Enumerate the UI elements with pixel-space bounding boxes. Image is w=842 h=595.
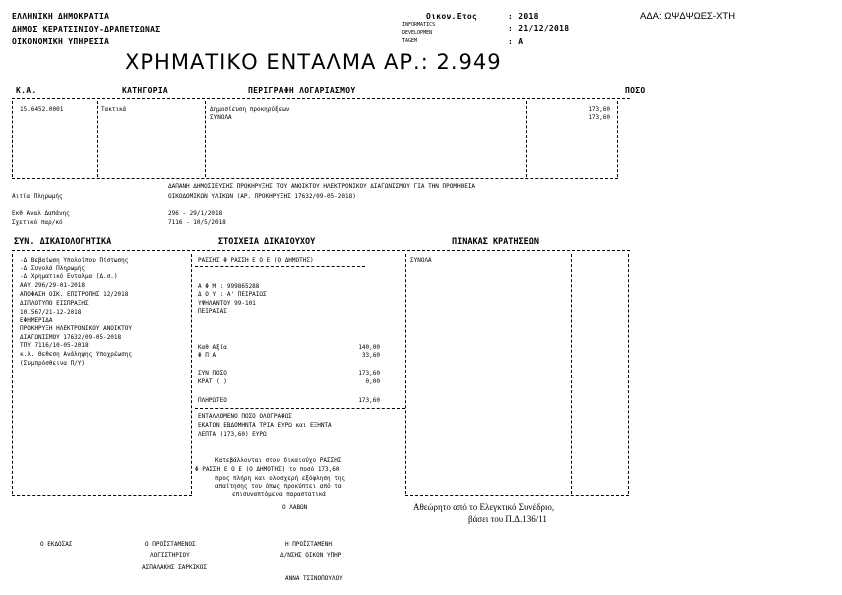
payment-statement-5: επισυναπτόμενα παραστατικά	[232, 491, 326, 498]
amount-in-words-line-2: ΛΕΠΤΑ (173,60) ΕΥΡΩ	[198, 431, 267, 438]
table-col-divider-2	[205, 101, 206, 177]
beneficiary-name: ΡΑΣΣΗΣ Φ ΡΑΣΣΗ Ε Ο Ε (Ο ΔΗΜΟΤΗΣ)	[198, 257, 314, 264]
beneficiary-address: ΥΨΗΛΑΝΤΟΥ 99-101	[198, 300, 256, 307]
deductions-value: 0,00	[365, 378, 380, 385]
doc-item: -Δ Βεβαίωση Υπολοίπου Πίστωσης	[20, 257, 129, 264]
docs-bottom-divider	[12, 495, 192, 496]
account-amount-total: 173,60	[588, 114, 610, 121]
beneficiary-city: ΠΕΙΡΑΙΑΣ	[198, 308, 227, 315]
account-description: Δημοσίευση προκηρύξεων	[210, 106, 290, 113]
beneficiary-amounts-divider	[195, 408, 405, 409]
payment-statement-1: Κατεβάλλονται στον δικαιούχο ΡΑΣΣΗΣ	[215, 457, 342, 464]
deductions-col-divider	[571, 254, 572, 494]
net-value: 140,00	[358, 344, 380, 351]
doc-item: 10.567/21-12-2018	[20, 309, 82, 316]
payment-statement-2: Φ ΡΑΣΣΗ Ε Ο Ε (Ο ΔΗΜΟΤΗΣ) το ποσό 173,60	[195, 466, 340, 473]
doc-item: ΔΙΠΛΟΤΥΠΟ ΕΙΣΠΡΑΞΗΣ	[20, 300, 89, 307]
doc-item: (Συμπρόσθεινα Π/Υ)	[20, 360, 86, 367]
fiscal-year-value: : 2018	[508, 12, 539, 21]
signature-head2-dept: Δ/ΝΣΗΣ ΟΙΚΟΝ ΥΠΗΡ	[280, 552, 342, 559]
table-border-right	[617, 101, 618, 177]
deductions-totals-label: ΣΥΝΟΛΑ	[410, 257, 432, 264]
deductions-header: ΠΙΝΑΚΑΣ ΚΡΑΤΗΣΕΩΝ	[452, 237, 539, 247]
table-col-divider-1	[97, 101, 98, 177]
org-line-2: ΔΗΜΟΣ ΚΕΡΑΤΣΙΝΙΟΥ-ΔΡΑΠΕΤΣΩΝΑΣ	[12, 25, 161, 34]
amount-in-words-line-1: ΕΚΑΤΟΝ ΕΒΔΟΜΗΝΤΑ ΤΡΙΑ ΕΥΡΩ και ΕΞΗΝΤΑ	[198, 422, 332, 429]
account-category: Τακτικά	[101, 106, 127, 113]
deductions-label: ΚΡΑΤ ( )	[198, 378, 227, 385]
signature-head2-name: ΑΝΝΑ ΤΣΙΝΟΠΟΥΛΟΥ	[285, 575, 343, 582]
overlay-tagem: TAGEM	[402, 38, 418, 44]
deductions-border-right	[628, 254, 629, 494]
audit-note-line-1: Αθεώρητο από το Ελεγκτικό Συνέδριο,	[413, 502, 555, 512]
expense-approval-label: Εκθ Αναλ Δαπάνης	[12, 210, 70, 217]
receiver-label: Ο ΛΑΒΩΝ	[282, 504, 308, 511]
org-line-1: ΕΛΛΗΝΙΚΗ ΔΗΜΟΚΡΑΤΙΑ	[12, 12, 110, 21]
table-top-divider	[12, 98, 630, 99]
docs-border-right	[191, 254, 192, 494]
docs-border-left	[12, 254, 13, 494]
overlay-development: DEVELOPMEN	[402, 30, 433, 36]
supporting-docs-header: ΣΥΝ. ΔΙΚΑΙΟΛΟΓΗΤΙΚΑ	[14, 237, 112, 247]
table-border-left	[12, 101, 13, 177]
payment-statement-4: απαίτησης του όπως προκύπτει από τα	[215, 483, 342, 490]
account-code: 15.6452.0001	[20, 106, 64, 113]
ada-code: ΑΔΑ: ΩΨΔΨΩΕΣ-ΧΤΗ	[640, 11, 736, 22]
signature-head2-title: Η ΠΡΟΪΣΤΑΜΕΝΗ	[285, 541, 332, 548]
fiscal-year-label: Οικον.Ετος	[426, 12, 478, 21]
beneficiary-header: ΣΤΟΙΧΕΙΑ ΔΙΚΑΙΟΥΧΟΥ	[218, 237, 316, 247]
payment-reason-line-2: ΟΙΚΟΔΟΜΙΚΩΝ ΥΛΙΚΩΝ (ΑΡ. ΠΡΟΚΗΡΥΞΗΣ 17632/09-05-2018)	[168, 193, 356, 200]
doc-item: ΔΙΑΓΩΝΙΣΜΟΥ 17632/09-05-2018	[20, 334, 122, 341]
beneficiary-afm: Α Φ Μ : 999865288	[198, 283, 260, 290]
org-line-3: ΟΙΚΟΝΟΜΙΚΗ ΥΠΗΡΕΣΙΑ	[12, 37, 110, 46]
beneficiary-doy: Δ Ο Υ : Α' ΠΕΙΡΑΙΩΣ	[198, 291, 267, 298]
payable-label: ΠΛΗΡΩΤΕΟ	[198, 397, 227, 404]
beneficiary-border-right	[405, 254, 406, 494]
vat-value: 33,60	[361, 352, 380, 359]
deductions-bottom-divider	[405, 495, 629, 496]
payable-value: 173,60	[358, 397, 380, 404]
overlay-informatics: INFORMATICS	[402, 22, 436, 28]
signature-issuer: Ο ΕΚΔΟΣΑΣ	[40, 541, 73, 548]
vat-label: Φ Π Α	[198, 352, 217, 359]
account-amount: 173,60	[588, 106, 610, 113]
expense-approval-value: 296 - 29/1/2018	[168, 210, 223, 217]
payment-statement-3: προς πλήρη και ολοσχερή εξόφληση της	[215, 475, 346, 482]
doc-item: ΑΠΟΦΑΣΗ ΟΙΚ. ΕΠΙΤΡΟΠΗΣ 12/2018	[20, 291, 129, 298]
doc-item: ΠΡΟΚΗΡΥΞΗ ΗΛΕΚΤΡΟΝΙΚΟΥ ΑΝΟΙΚΤΟΥ	[20, 325, 132, 332]
doc-item: -Δ Συνολά Πληρωμής	[20, 265, 86, 272]
account-totals-label: ΣΥΝΟΛΑ	[210, 114, 232, 121]
doc-item: ΑΑΥ 296/29-01-2018	[20, 282, 86, 289]
amount-in-words-label: ΕΝΤΑΛΛΟΜΕΝΟ ΠΟΣΟ ΟΛΟΓΡΑΦΩΣ	[198, 413, 292, 420]
payment-reason-label: Αιτία Πληρωμής	[12, 193, 63, 200]
doc-item: κ.λ. Θεθεση Ανάληψης Υποχρέωσης	[20, 351, 132, 358]
total-label: ΣΥΝ ΠΟΣΟ	[198, 370, 227, 377]
net-value-label: Καθ Αξία	[198, 344, 227, 351]
table-col-divider-3	[526, 101, 527, 177]
document-title: ΧΡΗΜΑΤΙΚΟ ΕΝΤΑΛΜΑ ΑΡ.: 2.949	[125, 50, 502, 74]
payment-reason-line-1: ΔΑΠΑΝΗ ΔΗΜΟΣΙΕΥΣΗΣ ΠΡΟΚΗΡΥΞΗΣ ΤΟΥ ΑΝΟΙΚΤΟΥ ΗΛΕΚΤΡΟΝΙΚΟΥ ΔΙΑΓΩΝΙΣΜΟΥ ΓΙΑ ΤΗΝ ΠΡΟΜΗΘΕΙΑ	[168, 183, 476, 190]
beneficiary-name-underline	[195, 266, 365, 267]
signature-head1-dept: ΛΟΓΙΣΤΗΡΙΟΥ	[150, 552, 190, 559]
signature-head1-title: Ο ΠΡΟΪΣΤΑΜΕΝΟΣ	[145, 541, 196, 548]
col-category-header: ΚΑΤΗΓΟΡΙΑ	[122, 86, 169, 95]
total-value: 173,60	[358, 370, 380, 377]
doc-item: ΤΠΥ 7116/10-05-2018	[20, 342, 89, 349]
related-doc-value: 7116 - 10/5/2018	[168, 219, 226, 226]
col-description-header: ΠΕΡΙΓΡΑΦΗ ΛΟΓΑΡΙΑΣΜΟΥ	[248, 86, 356, 95]
col-ka-header: Κ.Α.	[16, 86, 37, 95]
issue-date-value: : 21/12/2018	[508, 24, 570, 33]
col-amount-header: ΠΟΣΟ	[625, 86, 646, 95]
doc-item: ΕΦΗΜΕΡΙΔΑ	[20, 317, 53, 324]
audit-note-line-2: βάσει του Π.Δ.136/11	[468, 514, 547, 524]
doc-item: -Δ Χρηματικό Ενταλμα (Δ.σ.)	[20, 273, 118, 280]
signature-head1-name: ΑΣΠΑΛΑΚΗΣ ΣΑΡΚΙΚΟΣ	[142, 564, 208, 571]
table-bottom-divider	[12, 178, 618, 179]
series-value: : Α	[508, 37, 524, 46]
related-doc-label: Σχετικό παρ/κό	[12, 219, 63, 226]
sections-divider	[12, 250, 630, 251]
